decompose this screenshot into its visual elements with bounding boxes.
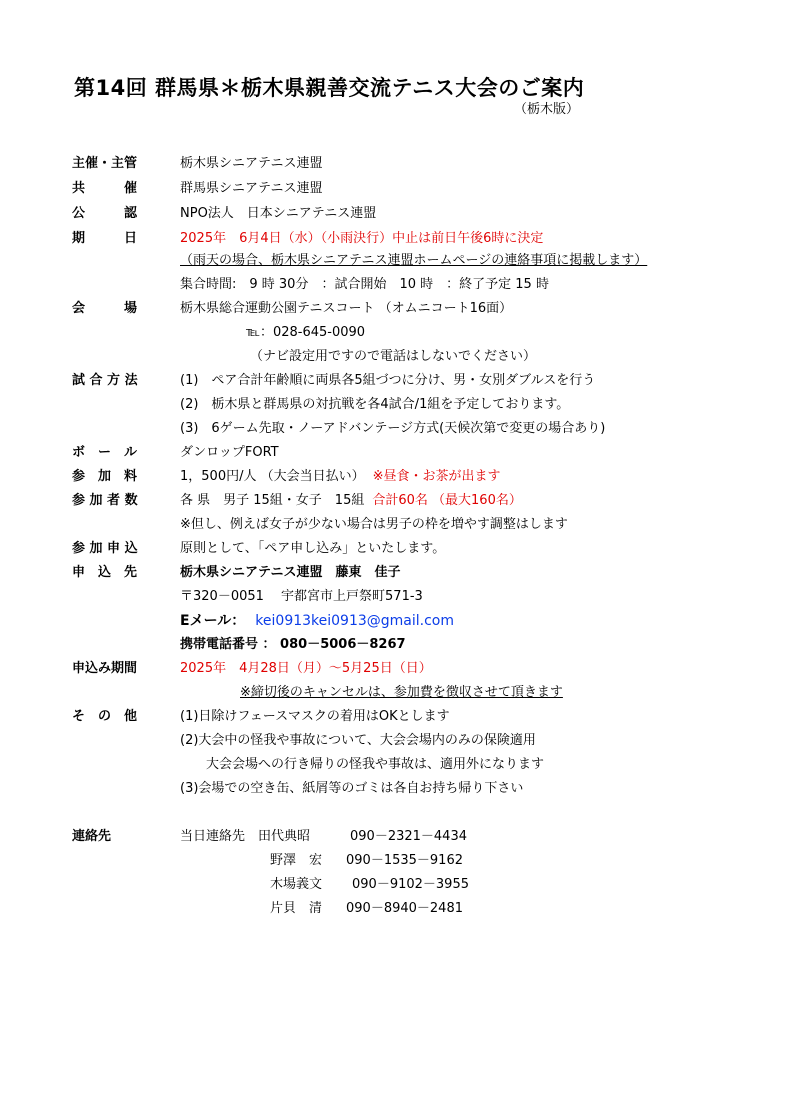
match-method-item: (1) ペア合計年齢順に両県各5組づつに分け、男・女別ダブルスを行う: [180, 373, 596, 388]
venue-row: [0, 298, 786, 320]
date-label: 期 日: [72, 231, 138, 246]
co-host-row: [0, 178, 786, 200]
date-note-row: [0, 250, 786, 272]
application-value: 原則として、「ペア申し込み」といたします。: [180, 541, 446, 556]
match-method-item: (2) 栃木県と群馬県の対抗戦を各4試合/1組を予定しております。: [180, 397, 570, 412]
email-label: Eメール：: [180, 613, 246, 629]
apply-to-address: 〒320－0051 宇都宮市上戸祭町571-3: [180, 589, 423, 604]
page-subtitle: （栃木版）: [514, 102, 580, 117]
participants-line: [180, 490, 522, 512]
match-method-label: 試 合 方 法: [72, 373, 138, 388]
organizer-label: 主催・主管: [72, 156, 138, 171]
apply-to-mobile: 携帯電話番号 ： 080－5006－8267: [180, 637, 406, 652]
fee-row: [0, 466, 786, 488]
participants-total: 合計60名 （最大160名）: [372, 493, 522, 508]
fee-note: ※昼食・お茶が出ます: [372, 469, 501, 484]
other-item: (1)日除けフェースマスクの着用はOKとします: [180, 709, 450, 724]
venue-tel-row: [0, 322, 786, 344]
fee-value-line: [180, 466, 501, 488]
contact-row-4: [0, 898, 786, 920]
period-label: 申込み期間: [72, 661, 138, 676]
organizer-row: [0, 153, 786, 175]
ball-label: ボ ー ル: [72, 445, 138, 460]
contact-phone: 090－8940－2481: [346, 901, 463, 916]
approval-row: [0, 203, 786, 225]
participants-label: 参 加 者 数: [72, 493, 138, 508]
contact-row-2: [0, 850, 786, 872]
period-row: [0, 658, 786, 680]
apply-to-label: 申 込 先: [72, 565, 138, 580]
contact-phone: 090－2321－4434: [350, 829, 467, 844]
match-method-row: [0, 370, 786, 392]
other-item: (3)会場での空き缶、紙屑等のゴミは各自お持ち帰り下さい: [180, 781, 524, 796]
participants-row: [0, 490, 786, 512]
fee-value: 1，500円/人 （大会当日払い）: [180, 469, 365, 484]
venue-value: 栃木県総合運動公園テニスコート （オムニコート16面）: [180, 301, 513, 316]
participants-note-row: [0, 514, 786, 536]
co-host-label: 共 催: [72, 181, 138, 196]
date-schedule-row: [0, 274, 786, 296]
contact-row-3: [0, 874, 786, 896]
match-method-item: (3) 6ゲーム先取・ノーアドバンテージ方式(天候次第で変更の場合あり): [180, 421, 606, 436]
contact-label: 連絡先: [72, 829, 112, 844]
apply-to-email-line: [180, 610, 454, 633]
organizer-value: 栃木県シニアテニス連盟: [180, 156, 323, 171]
other-label: そ の 他: [72, 709, 138, 724]
period-value: 2025年 4月28日（月）～5月25日（日）: [180, 661, 432, 676]
other-item: 大会会場への行き帰りの怪我や事故は、適用外になります: [180, 757, 545, 772]
participants-value: 各 県 男子 15組・女子 15組: [180, 493, 365, 508]
date-note: （雨天の場合、栃木県シニアテニス連盟ホームページの連絡事項に掲載します）: [180, 253, 648, 268]
match-method-row-3: [0, 418, 786, 440]
venue-tel: ℡：028-645-0090: [246, 325, 366, 340]
venue-note-row: [0, 346, 786, 368]
apply-to-address-row: [0, 586, 786, 608]
ball-row: [0, 442, 786, 464]
date-value: 2025年 6月4日（水）（小雨決行）中止は前日午後6時に決定: [180, 231, 544, 246]
other-row-2: [0, 730, 786, 752]
contact-name: 片貝 清: [270, 901, 323, 916]
apply-to-mobile-row: [0, 634, 786, 656]
application-label: 参 加 申 込: [72, 541, 138, 556]
contact-row: [0, 826, 786, 848]
page-title: 第14回 群馬県＊栃木県親善交流テニス大会のご案内: [74, 76, 585, 100]
contact-phone: 090－1535－9162: [346, 853, 463, 868]
co-host-value: 群馬県シニアテニス連盟: [180, 181, 323, 196]
contact-day-label: 当日連絡先: [180, 829, 246, 844]
period-note-row: [0, 682, 786, 704]
fee-label: 参 加 料: [72, 469, 138, 484]
match-method-row-2: [0, 394, 786, 416]
participants-note: ※但し、例えば女子が少ない場合は男子の枠を増やす調整はします: [180, 517, 568, 532]
other-item: (2)大会中の怪我や事故について、大会会場内のみの保険適用: [180, 733, 536, 748]
application-row: [0, 538, 786, 560]
apply-to-email-row: [0, 610, 786, 632]
period-note: ※締切後のキャンセルは、参加費を徴収させて頂きます: [240, 685, 563, 700]
apply-to-row: [0, 562, 786, 584]
venue-label: 会 場: [72, 301, 138, 316]
contact-name: 田代典昭: [258, 829, 311, 844]
contact-phone: 090－9102－3955: [352, 877, 469, 892]
venue-note: （ナビ設定用ですので電話はしないでください）: [250, 349, 537, 364]
approval-label: 公 認: [72, 206, 138, 221]
other-row-4: [0, 778, 786, 800]
ball-value: ダンロップFORT: [180, 445, 279, 460]
date-row: [0, 228, 786, 250]
approval-value: NPO法人 日本シニアテニス連盟: [180, 206, 377, 221]
contact-name: 木場義文: [270, 877, 323, 892]
contact-name: 野澤 宏: [270, 853, 323, 868]
apply-to-name: 栃木県シニアテニス連盟 藤東 佳子: [180, 565, 401, 580]
other-row: [0, 706, 786, 728]
other-row-3: [0, 754, 786, 776]
email-link[interactable]: kei0913kei0913@gmail.com: [255, 613, 455, 629]
date-schedule: 集合時間: 9 時 30分 ：試合開始 10 時 ：終了予定 15 時: [180, 277, 549, 292]
